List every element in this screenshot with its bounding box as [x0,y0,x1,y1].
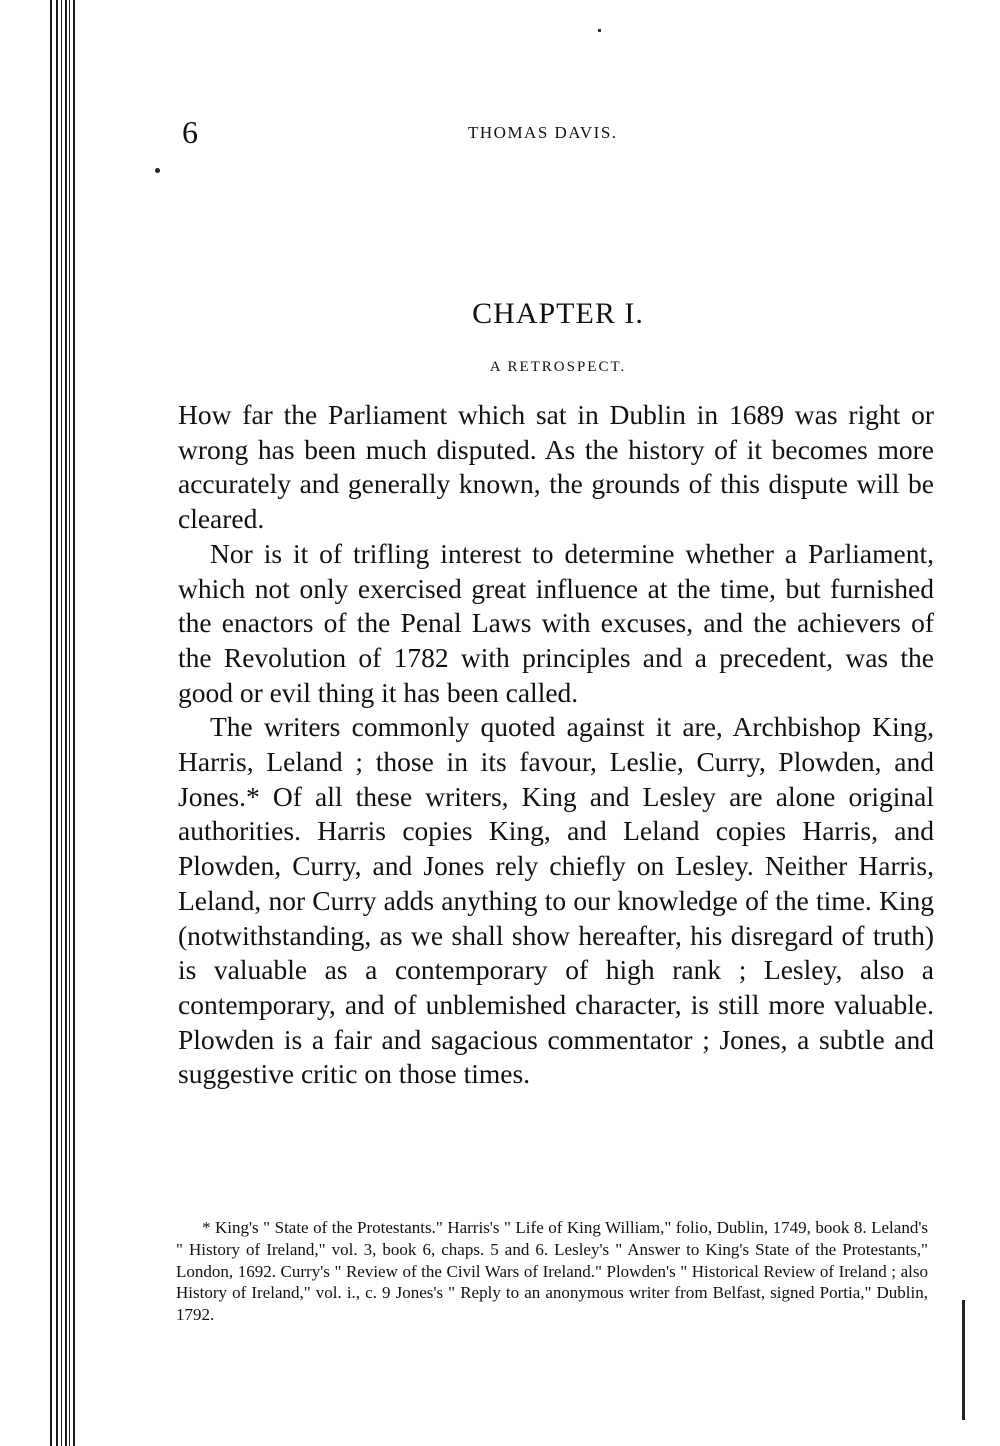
paragraph: How far the Parliament which sat in Dublin in 1689 was right or wrong has been much disputed. As the history of it becomes more accurately and generally known, the grounds of this dispute will be cleared. [178,399,934,535]
running-header [178,112,938,152]
footnote-text: * King's " State of the Protestants." Harris's " Life of King William," folio, Dublin, 1749, book 8. Leland's " History of Ireland," vol. 3, book 6, chaps. 5 and 6. Lesley's " Answer to King's State of the Protestants," London, 1692. Curry's " Review of the Civil Wars of Ireland." Plowden's " Historical Review of Ireland ; also History of Ireland," vol. i., c. 9 Jones's " Reply to an anonymous writer from Belfast, signed Portia," Dublin, 1792. [176,1218,928,1325]
page-number: 6 [182,114,198,150]
paragraph: Nor is it of trifling interest to determine whether a Parliament, which not only exercised great influence at the time, but furnished the enactors of the Penal Laws with excuses, and the achievers of the Revolution of 1782 with principles and a precedent, was the good or evil thing it has been called. [178,537,934,708]
chapter-title: CHAPTER I. [472,297,644,330]
chapter-subtitle: A RETROSPECT. [489,359,627,375]
scan-speck [598,29,601,32]
scan-edge-mark [962,1300,965,1420]
body-text [178,398,934,1092]
footnote [176,1217,928,1326]
page-gutter-shadow [28,0,76,1446]
scan-speck [155,168,160,173]
paragraph: The writers commonly quoted against it are, Archbishop King, Harris, Leland ; those in its favour, Leslie, Curry, Plowden, and Jones.* Of all these writers, King and Lesley are alone original authorities. Harris copies King, and Leland copies Harris, and Plowden, Curry, and Jones rely chiefly on Lesley. Neither Harris, Leland, nor Curry adds anything to our knowledge of the time. King (notwithstanding, as we shall show hereafter, his disregard of truth) is valuable as a contemporary of high rank ; Lesley, also a contemporary, and of unblemished character, is still more valuable. Plowden is a fair and sagacious commentator ; Jones, a subtle and suggestive critic on those times. [178,711,934,1090]
running-title: THOMAS DAVIS. [468,123,618,142]
